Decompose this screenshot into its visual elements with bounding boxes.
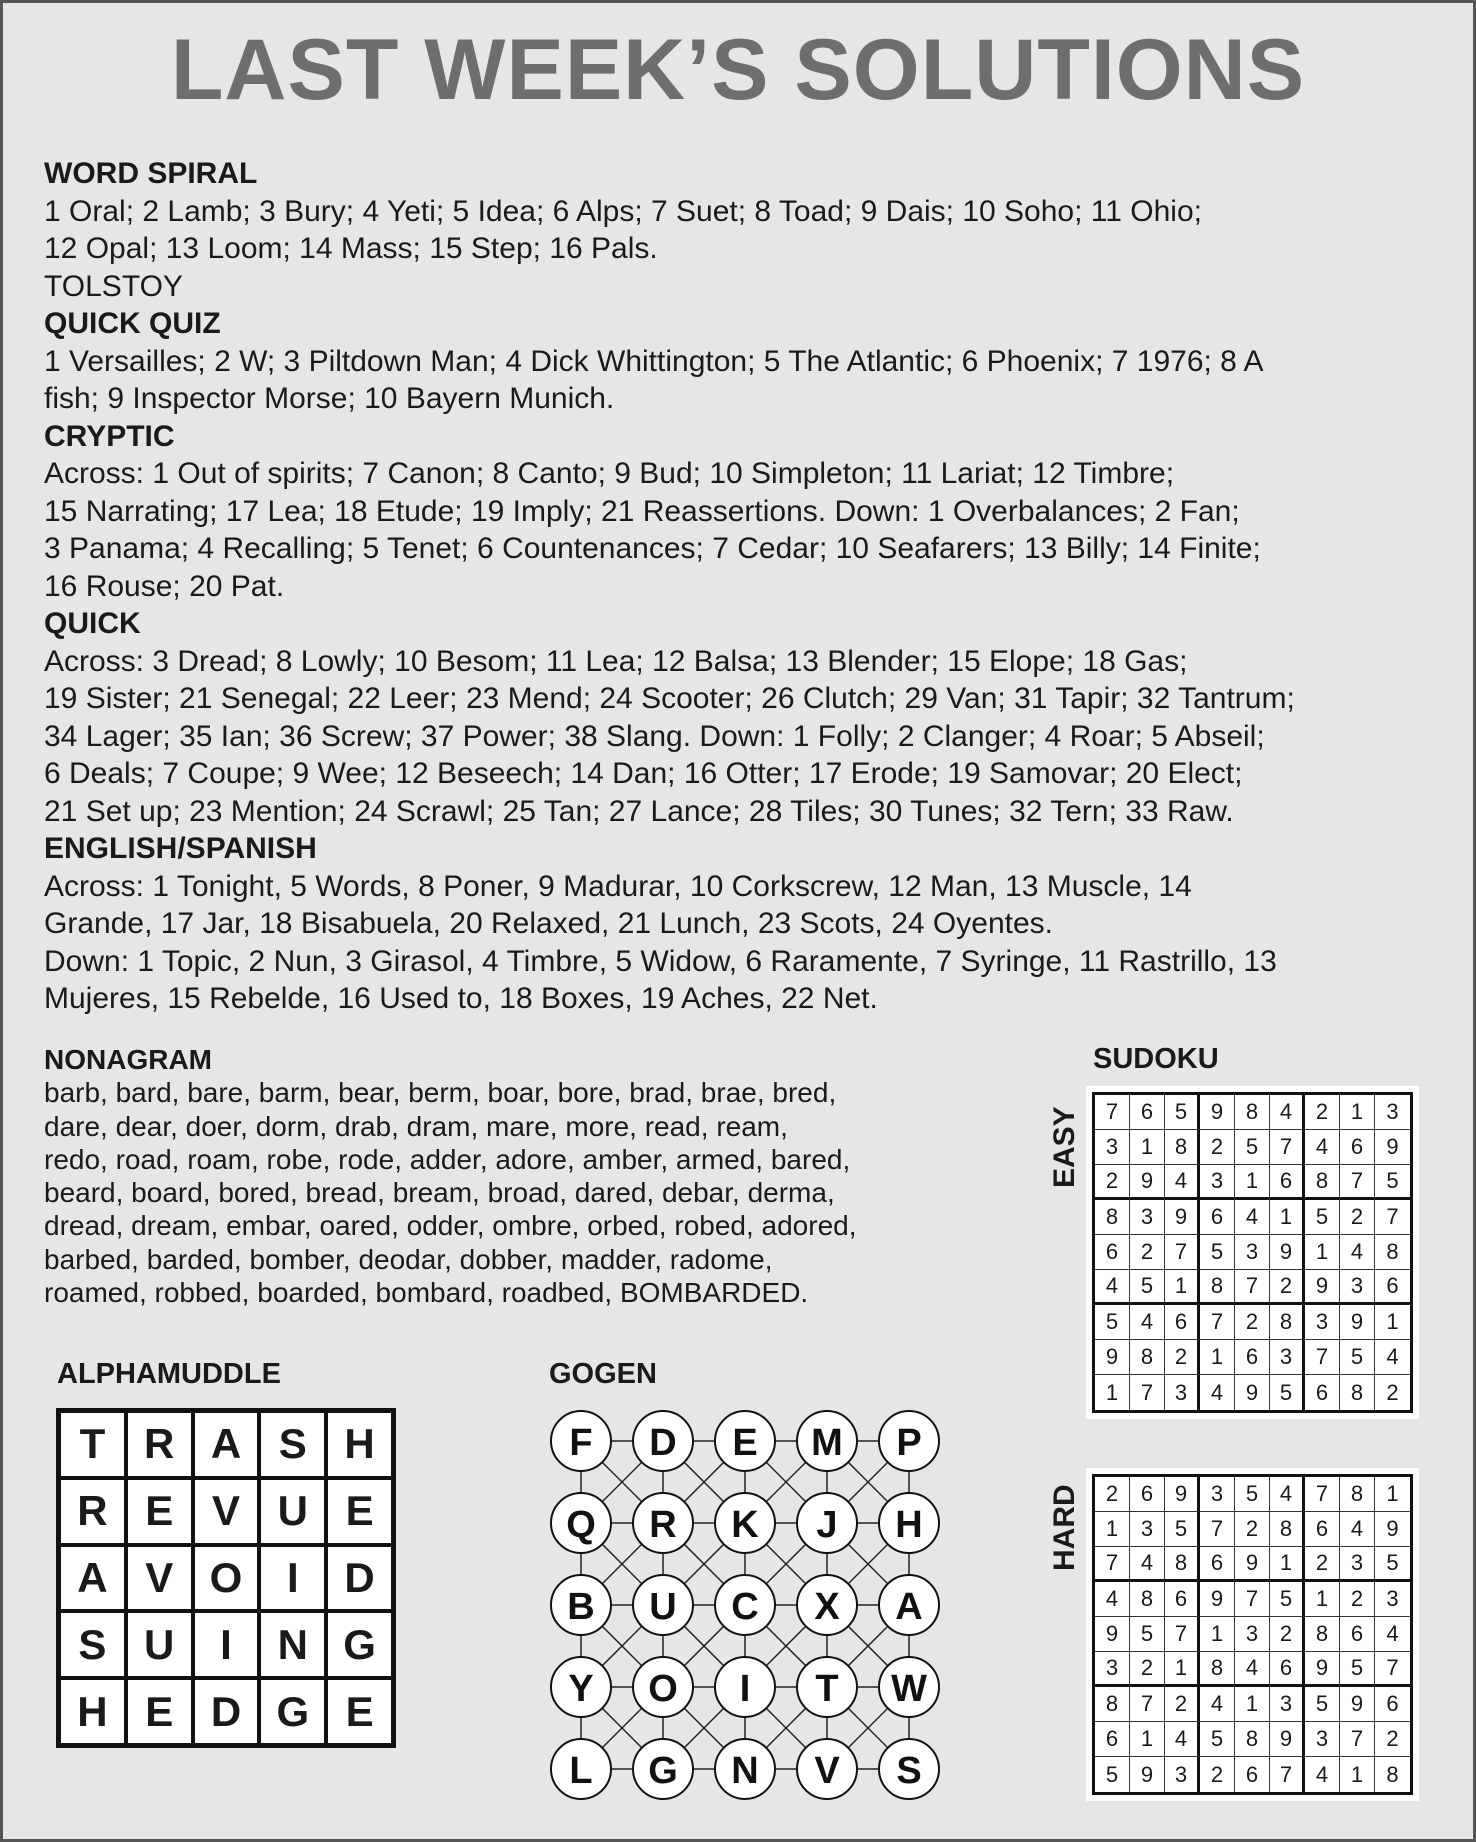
- sudoku-cell: 6: [1130, 1095, 1165, 1130]
- section-line: 1 Versailles; 2 W; 3 Piltdown Man; 4 Dick Whittington; 5 The Atlantic; 6 Phoenix; 7 1976; 8 A: [44, 344, 1264, 378]
- sudoku-cell: 3: [1305, 1305, 1340, 1340]
- gogen-node: [633, 1493, 693, 1553]
- gogen-node: [633, 1411, 693, 1471]
- sudoku-cell: 3: [1340, 1270, 1375, 1305]
- svg-text:E: E: [732, 1422, 758, 1464]
- sudoku-cell: 5: [1095, 1757, 1130, 1792]
- sudoku-cell: 1: [1340, 1095, 1375, 1130]
- sudoku-cell: 8: [1095, 1687, 1130, 1722]
- sudoku-cell: 7: [1095, 1095, 1130, 1130]
- sudoku-cell: 2: [1235, 1512, 1270, 1547]
- sudoku-cell: 8: [1305, 1165, 1340, 1200]
- svg-text:O: O: [648, 1668, 678, 1710]
- gogen-node: [633, 1575, 693, 1635]
- section-line: 6 Deals; 7 Coupe; 9 Wee; 12 Beseech; 14 Dan; 16 Otter; 17 Erode; 19 Samovar; 20 Elect;: [44, 757, 1243, 790]
- section-line: 1 Oral; 2 Lamb; 3 Bury; 4 Yeti; 5 Idea; 6 Alps; 7 Suet; 8 Toad; 9 Dais; 10 Soho; 11 Ohio;: [44, 194, 1202, 228]
- sudoku-cell: 5: [1130, 1617, 1165, 1652]
- section-heading: CRYPTIC: [44, 419, 175, 453]
- sudoku-cell: 3: [1270, 1687, 1305, 1722]
- sudoku-cell: 9: [1165, 1477, 1200, 1512]
- sudoku-cell: 1: [1305, 1235, 1340, 1270]
- sudoku-cell: 7: [1235, 1582, 1270, 1617]
- sudoku-cell: 1: [1165, 1652, 1200, 1687]
- sudoku-cell: 1: [1095, 1512, 1130, 1547]
- sudoku-cell: 1: [1200, 1340, 1235, 1375]
- sudoku-cell: 6: [1165, 1305, 1200, 1340]
- alphamuddle-cell: D: [326, 1545, 393, 1612]
- gogen-node: [633, 1739, 693, 1799]
- sudoku-cell: 7: [1200, 1305, 1235, 1340]
- sudoku-cell: 2: [1375, 1722, 1410, 1757]
- sudoku-cell: 6: [1340, 1130, 1375, 1165]
- sudoku-cell: 7: [1165, 1235, 1200, 1270]
- sudoku-cell: 1: [1130, 1722, 1165, 1757]
- sudoku-cell: 4: [1200, 1687, 1235, 1722]
- svg-text:D: D: [649, 1422, 677, 1464]
- sudoku-cell: 2: [1270, 1270, 1305, 1305]
- sudoku-hard: [1086, 1468, 1419, 1801]
- sudoku-cell: 2: [1130, 1652, 1165, 1687]
- sudoku-cell: 7: [1305, 1340, 1340, 1375]
- sudoku-cell: 5: [1200, 1235, 1235, 1270]
- sudoku-cell: 3: [1375, 1582, 1410, 1617]
- sudoku-cell: 1: [1235, 1165, 1270, 1200]
- sudoku-hard-label: HARD: [1048, 1484, 1081, 1571]
- sudoku-cell: 2: [1305, 1547, 1340, 1582]
- sudoku-cell: 5: [1130, 1270, 1165, 1305]
- sudoku-cell: 9: [1305, 1270, 1340, 1305]
- sudoku-cell: 9: [1340, 1687, 1375, 1722]
- sudoku-cell: 9: [1165, 1200, 1200, 1235]
- sudoku-cell: 1: [1375, 1305, 1410, 1340]
- sudoku-cell: 1: [1375, 1477, 1410, 1512]
- svg-text:J: J: [816, 1504, 838, 1546]
- sudoku-cell: 5: [1375, 1547, 1410, 1582]
- sudoku-cell: 8: [1340, 1375, 1375, 1410]
- sudoku-cell: 3: [1165, 1375, 1200, 1410]
- sudoku-cell: 3: [1165, 1757, 1200, 1792]
- sudoku-cell: 7: [1305, 1477, 1340, 1512]
- gogen-node: [797, 1739, 857, 1799]
- svg-text:S: S: [896, 1750, 922, 1792]
- section-heading: QUICK QUIZ: [44, 307, 221, 340]
- sudoku-cell: 6: [1340, 1617, 1375, 1652]
- sudoku-cell: 2: [1095, 1477, 1130, 1512]
- sudoku-cell: 6: [1130, 1477, 1165, 1512]
- sudoku-cell: 2: [1340, 1582, 1375, 1617]
- sudoku-cell: 4: [1305, 1130, 1340, 1165]
- sudoku-cell: 7: [1270, 1757, 1305, 1792]
- sudoku-cell: 1: [1200, 1617, 1235, 1652]
- sudoku-cell: 4: [1235, 1200, 1270, 1235]
- sudoku-cell: 5: [1375, 1165, 1410, 1200]
- sudoku-cell: 9: [1235, 1547, 1270, 1582]
- gogen-grid: [543, 1403, 963, 1823]
- alphamuddle-cell: U: [259, 1478, 326, 1545]
- alphamuddle-cell: E: [126, 1478, 193, 1545]
- sudoku-cell: 6: [1235, 1340, 1270, 1375]
- gogen-node: [879, 1493, 939, 1553]
- gogen-node: [715, 1411, 775, 1471]
- sudoku-cell: 3: [1200, 1477, 1235, 1512]
- page-title: LAST WEEK’S SOLUTIONS: [170, 22, 1306, 118]
- sudoku-cell: 9: [1095, 1340, 1130, 1375]
- sudoku-cell: 8: [1095, 1200, 1130, 1235]
- alphamuddle-cell: V: [126, 1545, 193, 1612]
- section-line: Across: 1 Tonight, 5 Words, 8 Poner, 9 Madurar, 10 Corkscrew, 12 Man, 13 Muscle, 14: [44, 869, 1192, 903]
- alphamuddle-cell: O: [193, 1545, 260, 1612]
- sudoku-cell: 4: [1375, 1617, 1410, 1652]
- sudoku-cell: 1: [1130, 1130, 1165, 1165]
- svg-text:X: X: [814, 1586, 840, 1628]
- sudoku-cell: 6: [1095, 1722, 1130, 1757]
- gogen-node: [879, 1657, 939, 1717]
- sudoku-easy: [1086, 1086, 1419, 1419]
- sudoku-cell: 8: [1375, 1235, 1410, 1270]
- sudoku-cell: 5: [1235, 1130, 1270, 1165]
- sudoku-cell: 9: [1340, 1305, 1375, 1340]
- sudoku-cell: 4: [1130, 1547, 1165, 1582]
- sudoku-cell: 7: [1270, 1130, 1305, 1165]
- alphamuddle-cell: A: [59, 1545, 126, 1612]
- sudoku-cell: 2: [1095, 1165, 1130, 1200]
- nonagram-line: dread, dream, embar, oared, odder, ombre, orbed, robed, adored,: [44, 1210, 857, 1242]
- sudoku-cell: 3: [1235, 1617, 1270, 1652]
- sudoku-cell: 4: [1130, 1305, 1165, 1340]
- svg-text:H: H: [895, 1504, 923, 1546]
- sudoku-cell: 6: [1270, 1652, 1305, 1687]
- alphamuddle-cell: V: [193, 1478, 260, 1545]
- sudoku-cell: 6: [1305, 1512, 1340, 1547]
- sudoku-cell: 3: [1340, 1547, 1375, 1582]
- section-line: 15 Narrating; 17 Lea; 18 Etude; 19 Imply; 21 Reassertions. Down: 1 Overbalances; 2 Fan;: [44, 494, 1240, 528]
- svg-text:K: K: [731, 1504, 759, 1546]
- sudoku-cell: 2: [1305, 1095, 1340, 1130]
- nonagram-line: dare, dear, doer, dorm, drab, dram, mare, more, read, ream,: [44, 1110, 788, 1142]
- sudoku-cell: 8: [1200, 1270, 1235, 1305]
- sudoku-cell: 8: [1340, 1477, 1375, 1512]
- sudoku-cell: 9: [1375, 1130, 1410, 1165]
- sudoku-cell: 7: [1095, 1547, 1130, 1582]
- sudoku-cell: 6: [1375, 1270, 1410, 1305]
- sudoku-cell: 3: [1095, 1652, 1130, 1687]
- sudoku-cell: 9: [1270, 1235, 1305, 1270]
- alphamuddle-cell: D: [193, 1678, 260, 1745]
- sudoku-cell: 6: [1305, 1375, 1340, 1410]
- gogen-node: [797, 1657, 857, 1717]
- alphamuddle-cell: I: [193, 1611, 260, 1678]
- sudoku-cell: 8: [1200, 1652, 1235, 1687]
- alphamuddle-cell: R: [59, 1478, 126, 1545]
- sudoku-cell: 5: [1305, 1200, 1340, 1235]
- sudoku-cell: 6: [1235, 1757, 1270, 1792]
- sudoku-easy-label: EASY: [1048, 1106, 1081, 1188]
- svg-text:A: A: [895, 1586, 923, 1628]
- sudoku-cell: 3: [1095, 1130, 1130, 1165]
- alphamuddle-cell: T: [59, 1411, 126, 1478]
- sudoku-cell: 2: [1165, 1340, 1200, 1375]
- sudoku-cell: 7: [1165, 1617, 1200, 1652]
- sudoku-cell: 4: [1340, 1235, 1375, 1270]
- sudoku-cell: 3: [1305, 1722, 1340, 1757]
- gogen-node: [879, 1739, 939, 1799]
- sudoku-heading: SUDOKU: [1093, 1043, 1219, 1075]
- gogen-node: [551, 1657, 611, 1717]
- sudoku-cell: 1: [1305, 1582, 1340, 1617]
- nonagram-heading: NONAGRAM: [44, 1044, 212, 1075]
- sudoku-cell: 3: [1270, 1340, 1305, 1375]
- sudoku-cell: 1: [1165, 1270, 1200, 1305]
- section-line: Across: 3 Dread; 8 Lowly; 10 Besom; 11 Lea; 12 Balsa; 13 Blender; 15 Elope; 18 Gas;: [44, 644, 1188, 678]
- sudoku-cell: 8: [1305, 1617, 1340, 1652]
- sudoku-cell: 5: [1095, 1305, 1130, 1340]
- sudoku-cell: 1: [1095, 1375, 1130, 1410]
- section-line: 3 Panama; 4 Recalling; 5 Tenet; 6 Countenances; 7 Cedar; 10 Seafarers; 13 Billy; 14 Finite;: [44, 532, 1261, 565]
- gogen-node: [715, 1657, 775, 1717]
- sudoku-cell: 7: [1130, 1375, 1165, 1410]
- sudoku-cell: 8: [1270, 1305, 1305, 1340]
- sudoku-cell: 5: [1305, 1687, 1340, 1722]
- alphamuddle-cell: G: [326, 1611, 393, 1678]
- svg-text:Q: Q: [566, 1504, 596, 1546]
- sudoku-cell: 1: [1235, 1687, 1270, 1722]
- alphamuddle-cell: I: [259, 1545, 326, 1612]
- sudoku-cell: 9: [1235, 1375, 1270, 1410]
- svg-text:R: R: [649, 1504, 677, 1546]
- section-heading: ENGLISH/SPANISH: [44, 832, 317, 865]
- sudoku-cell: 9: [1200, 1095, 1235, 1130]
- sudoku-cell: 8: [1130, 1582, 1165, 1617]
- gogen-node: [715, 1739, 775, 1799]
- sudoku-cell: 6: [1200, 1200, 1235, 1235]
- sudoku-cell: 7: [1130, 1687, 1165, 1722]
- sudoku-cell: 2: [1200, 1130, 1235, 1165]
- section-line: 19 Sister; 21 Senegal; 22 Leer; 23 Mend; 24 Scooter; 26 Clutch; 29 Van; 31 Tapir; 32 Tantrum;: [44, 682, 1295, 715]
- gogen-node: [633, 1657, 693, 1717]
- sudoku-cell: 4: [1095, 1270, 1130, 1305]
- sudoku-cell: 4: [1340, 1512, 1375, 1547]
- sudoku-cell: 9: [1305, 1652, 1340, 1687]
- svg-text:G: G: [648, 1750, 678, 1792]
- section-line: 34 Lager; 35 Ian; 36 Screw; 37 Power; 38 Slang. Down: 1 Folly; 2 Clanger; 4 Roar; 5 Abseil;: [44, 719, 1265, 753]
- sudoku-cell: 2: [1200, 1757, 1235, 1792]
- sudoku-cell: 8: [1130, 1340, 1165, 1375]
- sudoku-cell: 5: [1270, 1375, 1305, 1410]
- svg-text:T: T: [815, 1668, 839, 1710]
- svg-text:I: I: [739, 1668, 751, 1710]
- sudoku-cell: 6: [1375, 1687, 1410, 1722]
- svg-text:N: N: [731, 1750, 759, 1792]
- section-heading: QUICK: [44, 607, 141, 640]
- solutions-text: [44, 155, 1444, 1018]
- section-line: fish; 9 Inspector Morse; 10 Bayern Munich.: [44, 382, 615, 415]
- nonagram-line: barb, bard, bare, barm, bear, berm, boar, bore, brad, brae, bred,: [44, 1077, 837, 1109]
- svg-text:P: P: [896, 1422, 922, 1464]
- gogen-node: [715, 1575, 775, 1635]
- alphamuddle-cell: E: [326, 1678, 393, 1745]
- nonagram-section: [44, 1043, 1044, 1309]
- svg-text:V: V: [814, 1750, 840, 1792]
- svg-text:Y: Y: [568, 1668, 594, 1710]
- sudoku-cell: 7: [1340, 1165, 1375, 1200]
- sudoku-cell: 1: [1340, 1757, 1375, 1792]
- gogen-node: [715, 1493, 775, 1553]
- section-line: 21 Set up; 23 Mention; 24 Scrawl; 25 Tan; 27 Lance; 28 Tiles; 30 Tunes; 32 Tern; 33 Raw.: [44, 794, 1234, 828]
- sudoku-cell: 3: [1200, 1165, 1235, 1200]
- sudoku-cell: 9: [1270, 1722, 1305, 1757]
- sudoku-cell: 3: [1130, 1200, 1165, 1235]
- sudoku-cell: 2: [1386, 1379, 1399, 1405]
- sudoku-cell: 5: [1235, 1477, 1270, 1512]
- section-line: Down: 1 Topic, 2 Nun, 3 Girasol, 4 Timbre, 5 Widow, 6 Raramente, 7 Syringe, 11 Rastrillo, 13: [44, 944, 1277, 978]
- gogen-node: [797, 1493, 857, 1553]
- sudoku-cell: 8: [1165, 1547, 1200, 1582]
- alphamuddle-cell: H: [326, 1411, 393, 1478]
- gogen-node: [551, 1575, 611, 1635]
- sudoku-cell: 4: [1375, 1340, 1410, 1375]
- svg-text:B: B: [567, 1586, 595, 1628]
- sudoku-cell: 7: [1340, 1722, 1375, 1757]
- sudoku-cell: 8: [1270, 1512, 1305, 1547]
- alphamuddle-cell: E: [326, 1478, 393, 1545]
- sudoku-cell: 9: [1130, 1165, 1165, 1200]
- alphamuddle-cell: S: [259, 1411, 326, 1478]
- svg-text:L: L: [569, 1750, 593, 1792]
- sudoku-cell: 7: [1375, 1652, 1410, 1687]
- section-line: 16 Rouse; 20 Pat.: [44, 569, 285, 603]
- sudoku-cell: 6: [1200, 1547, 1235, 1582]
- sudoku-cell: 1: [1270, 1547, 1305, 1582]
- alphamuddle-heading: ALPHAMUDDLE: [57, 1358, 281, 1390]
- gogen-node: [797, 1411, 857, 1471]
- sudoku-cell: 6: [1095, 1235, 1130, 1270]
- alphamuddle-cell: E: [126, 1678, 193, 1745]
- gogen-node: [551, 1411, 611, 1471]
- gogen-node: [551, 1739, 611, 1799]
- sudoku-cell: 9: [1095, 1617, 1130, 1652]
- nonagram-line: beard, board, bored, bread, bream, broad, dared, debar, derma,: [44, 1177, 835, 1209]
- section-line: TOLSTOY: [44, 269, 183, 303]
- sudoku-cell: 3: [1375, 1095, 1410, 1130]
- gogen-node: [879, 1575, 939, 1635]
- sudoku-cell: 5: [1340, 1652, 1375, 1687]
- alphamuddle-grid: [56, 1408, 396, 1748]
- svg-text:F: F: [569, 1422, 593, 1464]
- svg-text:U: U: [649, 1586, 677, 1628]
- sudoku-cell: 4: [1305, 1757, 1340, 1792]
- sudoku-cell: 2: [1270, 1617, 1305, 1652]
- sudoku-cell: 8: [1235, 1722, 1270, 1757]
- sudoku-cell: 8: [1165, 1130, 1200, 1165]
- sudoku-cell: 9: [1375, 1512, 1410, 1547]
- gogen-node: [797, 1575, 857, 1635]
- svg-text:W: W: [891, 1668, 927, 1710]
- sudoku-cell: 2: [1235, 1305, 1270, 1340]
- sudoku-cell: 1: [1270, 1200, 1305, 1235]
- sudoku-cell: 8: [1386, 1761, 1399, 1787]
- sudoku-cell: 4: [1165, 1165, 1200, 1200]
- nonagram-words: [44, 1076, 1044, 1309]
- sudoku-cell: 5: [1165, 1095, 1200, 1130]
- sudoku-cell: 7: [1200, 1512, 1235, 1547]
- alphamuddle-cell: N: [259, 1611, 326, 1678]
- sudoku-cell: 9: [1200, 1582, 1235, 1617]
- sudoku-cell: 5: [1165, 1512, 1200, 1547]
- sudoku-cell: 4: [1165, 1722, 1200, 1757]
- section-heading: WORD SPIRAL: [44, 157, 258, 190]
- sudoku-cell: 5: [1340, 1340, 1375, 1375]
- alphamuddle-cell: H: [59, 1678, 126, 1745]
- sudoku-cell: 5: [1270, 1582, 1305, 1617]
- gogen-heading: GOGEN: [549, 1358, 657, 1390]
- alphamuddle-cell: U: [126, 1611, 193, 1678]
- sudoku-cell: 6: [1270, 1165, 1305, 1200]
- sudoku-cell: 4: [1095, 1582, 1130, 1617]
- nonagram-line: redo, road, roam, robe, rode, adder, adore, amber, armed, bared,: [44, 1143, 851, 1175]
- sudoku-cell: 3: [1130, 1512, 1165, 1547]
- section-line: Across: 1 Out of spirits; 7 Canon; 8 Canto; 9 Bud; 10 Simpleton; 11 Lariat; 12 Timbre;: [44, 457, 1175, 490]
- sudoku-cell: 4: [1200, 1375, 1235, 1410]
- nonagram-line: barbed, barded, bomber, deodar, dobber, madder, radome,: [44, 1243, 773, 1275]
- svg-text:M: M: [811, 1422, 843, 1464]
- section-line: 12 Opal; 13 Loom; 14 Mass; 15 Step; 16 Pals.: [44, 232, 658, 265]
- sudoku-cell: 5: [1200, 1722, 1235, 1757]
- sudoku-cell: 7: [1375, 1200, 1410, 1235]
- sudoku-cell: 4: [1270, 1477, 1305, 1512]
- sudoku-cell: 4: [1270, 1095, 1305, 1130]
- gogen-node: [551, 1493, 611, 1553]
- sudoku-cell: 3: [1235, 1235, 1270, 1270]
- svg-text:C: C: [731, 1586, 759, 1628]
- sudoku-cell: 7: [1235, 1270, 1270, 1305]
- section-line: Grande, 17 Jar, 18 Bisabuela, 20 Relaxed, 21 Lunch, 23 Scots, 24 Oyentes.: [44, 907, 1053, 940]
- sudoku-cell: 4: [1235, 1652, 1270, 1687]
- sudoku-cell: 8: [1235, 1095, 1270, 1130]
- alphamuddle-cell: S: [59, 1611, 126, 1678]
- section-line: Mujeres, 15 Rebelde, 16 Used to, 18 Boxes, 19 Aches, 22 Net.: [44, 982, 878, 1015]
- sudoku-cell: 2: [1340, 1200, 1375, 1235]
- alphamuddle-cell: R: [126, 1411, 193, 1478]
- sudoku-cell: 6: [1165, 1582, 1200, 1617]
- sudoku-cell: 2: [1130, 1235, 1165, 1270]
- nonagram-line: roamed, robbed, boarded, bombard, roadbed, BOMBARDED.: [44, 1277, 809, 1309]
- sudoku-cell: 2: [1165, 1687, 1200, 1722]
- gogen-node: [879, 1411, 939, 1471]
- sudoku-cell: 9: [1130, 1757, 1165, 1792]
- alphamuddle-cell: G: [259, 1678, 326, 1745]
- alphamuddle-cell: A: [193, 1411, 260, 1478]
